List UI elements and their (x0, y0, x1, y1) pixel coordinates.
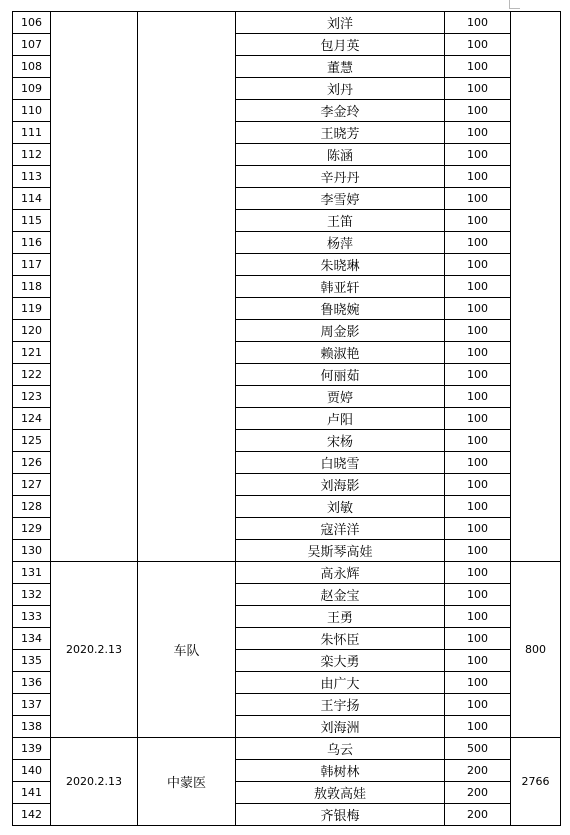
group-unit: 中蒙医 (138, 738, 236, 826)
donor-name: 陈涵 (236, 144, 445, 166)
group-total: 800 (511, 562, 561, 738)
row-number: 127 (13, 474, 51, 496)
donation-amount: 100 (445, 584, 511, 606)
row-number: 118 (13, 276, 51, 298)
donation-amount: 100 (445, 12, 511, 34)
donation-amount: 200 (445, 782, 511, 804)
donor-name: 齐银梅 (236, 804, 445, 826)
donation-amount: 500 (445, 738, 511, 760)
row-number: 107 (13, 34, 51, 56)
donor-name: 李雪婷 (236, 188, 445, 210)
donation-amount: 100 (445, 474, 511, 496)
donation-amount: 100 (445, 606, 511, 628)
row-number: 126 (13, 452, 51, 474)
row-number: 128 (13, 496, 51, 518)
donation-amount: 100 (445, 562, 511, 584)
donation-amount: 100 (445, 386, 511, 408)
donor-name: 赖淑艳 (236, 342, 445, 364)
row-number: 119 (13, 298, 51, 320)
donor-name: 包月英 (236, 34, 445, 56)
row-number: 140 (13, 760, 51, 782)
row-number: 109 (13, 78, 51, 100)
donor-name: 高永辉 (236, 562, 445, 584)
row-number: 125 (13, 430, 51, 452)
donor-name: 李金玲 (236, 100, 445, 122)
donation-amount: 100 (445, 232, 511, 254)
table-row (13, 12, 561, 34)
row-number: 110 (13, 100, 51, 122)
group-total (511, 12, 561, 562)
donation-amount: 100 (445, 34, 511, 56)
row-number: 121 (13, 342, 51, 364)
row-number: 112 (13, 144, 51, 166)
row-number: 129 (13, 518, 51, 540)
row-number: 123 (13, 386, 51, 408)
donation-amount: 100 (445, 342, 511, 364)
donor-name: 何丽茹 (236, 364, 445, 386)
donor-name: 辛丹丹 (236, 166, 445, 188)
donor-name: 乌云 (236, 738, 445, 760)
donor-name: 王笛 (236, 210, 445, 232)
donor-name: 贾婷 (236, 386, 445, 408)
donor-name: 寇洋洋 (236, 518, 445, 540)
donation-amount: 100 (445, 122, 511, 144)
table-row (13, 562, 561, 584)
donation-amount: 100 (445, 408, 511, 430)
row-number: 135 (13, 650, 51, 672)
donation-amount: 100 (445, 210, 511, 232)
donor-name: 刘丹 (236, 78, 445, 100)
donation-amount: 100 (445, 298, 511, 320)
row-number: 117 (13, 254, 51, 276)
donor-name: 王宇扬 (236, 694, 445, 716)
group-date: 2020.2.13 (51, 562, 138, 738)
donor-name: 栾大勇 (236, 650, 445, 672)
row-number: 122 (13, 364, 51, 386)
donor-name: 朱晓琳 (236, 254, 445, 276)
row-number: 134 (13, 628, 51, 650)
donor-name: 王勇 (236, 606, 445, 628)
row-number: 142 (13, 804, 51, 826)
row-number: 113 (13, 166, 51, 188)
donor-name: 赵金宝 (236, 584, 445, 606)
row-number: 137 (13, 694, 51, 716)
donation-amount: 100 (445, 276, 511, 298)
donor-name: 宋杨 (236, 430, 445, 452)
donor-name: 刘海洲 (236, 716, 445, 738)
row-number: 108 (13, 56, 51, 78)
donor-name: 周金影 (236, 320, 445, 342)
donor-name: 韩树林 (236, 760, 445, 782)
donation-amount: 100 (445, 518, 511, 540)
donation-amount: 100 (445, 496, 511, 518)
donor-name: 鲁晓婉 (236, 298, 445, 320)
donation-amount: 200 (445, 760, 511, 782)
donation-table (12, 11, 561, 826)
row-number: 130 (13, 540, 51, 562)
donor-name: 刘敏 (236, 496, 445, 518)
group-unit (138, 12, 236, 562)
donor-name: 韩亚轩 (236, 276, 445, 298)
row-number: 136 (13, 672, 51, 694)
donor-name: 敖敦高娃 (236, 782, 445, 804)
donor-name: 刘海影 (236, 474, 445, 496)
donation-amount: 100 (445, 628, 511, 650)
row-number: 124 (13, 408, 51, 430)
row-number: 120 (13, 320, 51, 342)
row-number: 111 (13, 122, 51, 144)
donation-amount: 100 (445, 430, 511, 452)
donor-name: 由广大 (236, 672, 445, 694)
donor-name: 吴斯琴高娃 (236, 540, 445, 562)
donation-amount: 100 (445, 716, 511, 738)
table-body (13, 12, 561, 826)
donation-amount: 100 (445, 672, 511, 694)
row-number: 114 (13, 188, 51, 210)
donor-name: 朱怀臣 (236, 628, 445, 650)
group-date: 2020.2.13 (51, 738, 138, 826)
row-number: 132 (13, 584, 51, 606)
donation-amount: 100 (445, 540, 511, 562)
row-number: 115 (13, 210, 51, 232)
donor-name: 董慧 (236, 56, 445, 78)
group-unit: 车队 (138, 562, 236, 738)
donation-amount: 100 (445, 56, 511, 78)
donation-amount: 100 (445, 364, 511, 386)
donor-name: 卢阳 (236, 408, 445, 430)
donation-amount: 100 (445, 78, 511, 100)
donation-amount: 100 (445, 650, 511, 672)
donor-name: 杨萍 (236, 232, 445, 254)
donation-amount: 100 (445, 100, 511, 122)
donation-amount: 100 (445, 452, 511, 474)
group-total: 2766 (511, 738, 561, 826)
donor-name: 白晓雪 (236, 452, 445, 474)
donation-amount: 100 (445, 320, 511, 342)
row-number: 131 (13, 562, 51, 584)
donation-amount: 200 (445, 804, 511, 826)
row-number: 141 (13, 782, 51, 804)
donation-amount: 100 (445, 694, 511, 716)
donation-amount: 100 (445, 166, 511, 188)
row-number: 138 (13, 716, 51, 738)
donation-amount: 100 (445, 188, 511, 210)
donor-name: 王晓芳 (236, 122, 445, 144)
row-number: 106 (13, 12, 51, 34)
donor-name: 刘洋 (236, 12, 445, 34)
donation-amount: 100 (445, 144, 511, 166)
row-number: 133 (13, 606, 51, 628)
page-corner-mark (509, 0, 520, 9)
row-number: 139 (13, 738, 51, 760)
group-date (51, 12, 138, 562)
table-row (13, 738, 561, 760)
row-number: 116 (13, 232, 51, 254)
donation-amount: 100 (445, 254, 511, 276)
